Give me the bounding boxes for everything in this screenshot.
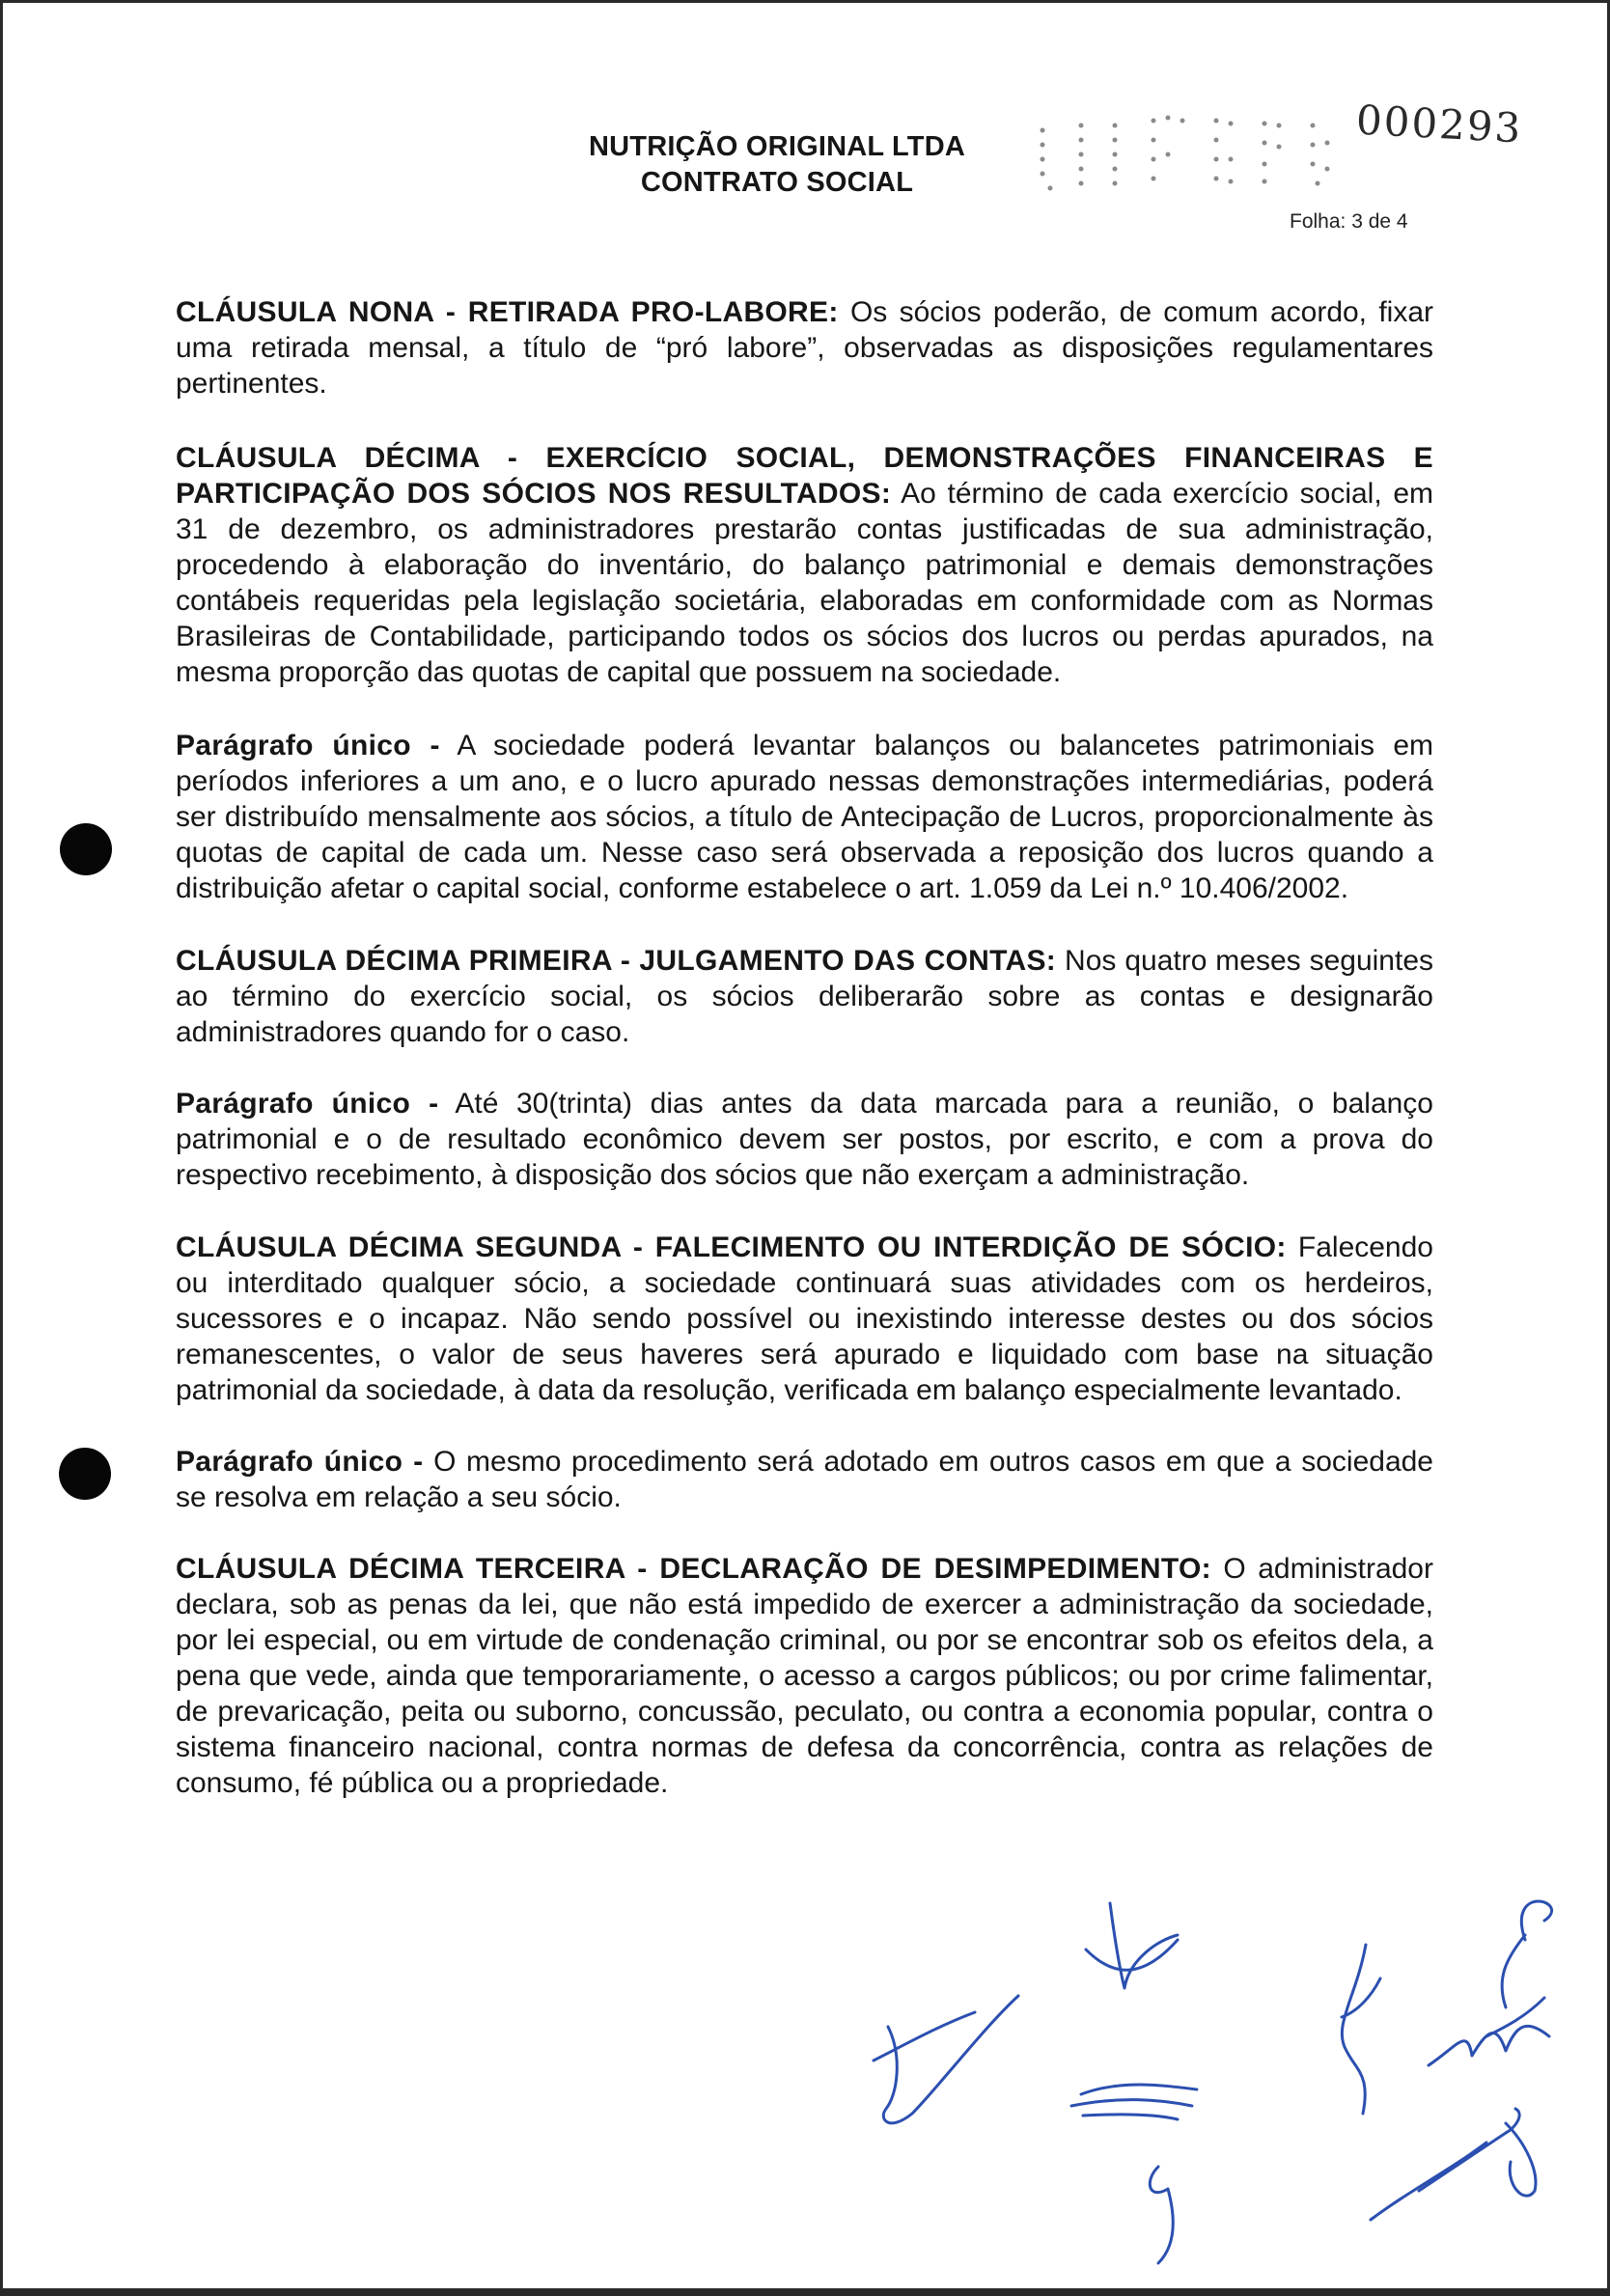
scan-border-bottom bbox=[0, 2288, 1610, 2296]
clause-text: Falecendo ou interditado qualquer sócio, a sociedade continuará suas atividades com os herdeiros, sucessores e o incapaz. Não sendo possível ou inexistindo interesse destes ou dos sócios remanescentes, o valor de seus haveres será apurado e liquidado com base na situação patrimonial da sociedade, à data da resolução, verificada em balanço especialmente levantado. bbox=[176, 1231, 1433, 1406]
paragraph-text: O mesmo procedimento será adotado em outros casos em que a sociedade se resolva em relação a seu sócio. bbox=[176, 1446, 1433, 1513]
clause-ninth bbox=[176, 294, 1433, 401]
clause-heading: CLÁUSULA NONA - RETIRADA PRO-LABORE: bbox=[176, 296, 839, 328]
paragraph-tenth-sole bbox=[176, 728, 1433, 906]
clause-text: Os sócios poderão, de comum acordo, fixar uma retirada mensal, a título de “pró labore”, observadas as disposições regulamentares pertinentes. bbox=[176, 296, 1433, 400]
punch-hole-top bbox=[60, 823, 112, 875]
handwritten-signatures bbox=[830, 1882, 1564, 2268]
scan-border-left bbox=[0, 0, 3, 2296]
registry-stamp-number: 000293 bbox=[1354, 96, 1524, 152]
company-name: NUTRIÇÃO ORIGINAL LTDA bbox=[589, 131, 965, 162]
clause-heading: CLÁUSULA DÉCIMA - EXERCÍCIO SOCIAL, DEMONSTRAÇÕES FINANCEIRAS E PARTICIPAÇÃO DOS SÓCIOS NOS RESULTADOS: bbox=[176, 442, 1433, 510]
clause-text: O administrador declara, sob as penas da lei, que não está impedido de exercer a administração da sociedade, por lei especial, ou em virtude de condenação criminal, ou por se encontrar sob os efeitos dela, a pena que vede, ainda que temporariamente, o acesso a cargos públicos; ou por crime falimentar, de prevaricação, peita ou suborno, concussão, peculato, ou contra a economia popular, contra o sistema financeiro nacional, contra normas de defesa da concorrência, contra as relações de consumo, fé pública ou a propriedade. bbox=[176, 1553, 1433, 1799]
paragraph-heading: Parágrafo único - bbox=[176, 1446, 424, 1478]
clause-tenth bbox=[176, 440, 1433, 690]
clause-twelfth bbox=[176, 1230, 1433, 1408]
scan-border-top bbox=[0, 0, 1610, 3]
clause-heading: CLÁUSULA DÉCIMA SEGUNDA - FALECIMENTO OU INTERDIÇÃO DE SÓCIO: bbox=[176, 1231, 1287, 1263]
perforated-registry-stamp bbox=[1023, 97, 1356, 207]
document-header bbox=[541, 129, 1013, 201]
clause-text: Ao término de cada exercício social, em 31 de dezembro, os administradores prestarão contas justificadas de sua administração, procedendo à elaboração do inventário, do balanço patrimonial e demais demonstrações contábeis requeridas pela legislação societária, elaboradas em conformidade com as Normas Brasileiras de Contabilidade, participando todos os sócios dos lucros ou perdas apurados, na mesma proporção das quotas de capital que possuem na sociedade. bbox=[176, 478, 1433, 688]
punch-hole-bottom bbox=[59, 1448, 111, 1500]
paragraph-twelfth-sole bbox=[176, 1444, 1433, 1515]
page-folio: Folha: 3 de 4 bbox=[1290, 210, 1408, 233]
clause-heading: CLÁUSULA DÉCIMA PRIMEIRA - JULGAMENTO DAS CONTAS: bbox=[176, 945, 1057, 977]
clause-text: Nos quatro meses seguintes ao término do exercício social, os sócios deliberarão sobre as contas e designarão administradores quando for o caso. bbox=[176, 945, 1434, 1048]
document-title: CONTRATO SOCIAL bbox=[640, 167, 914, 198]
paragraph-text: Até 30(trinta) dias antes da data marcada para a reunião, o balanço patrimonial e o de resultado econômico devem ser postos, por escrito, e com a prova do respectivo recebimento, à disposição dos sócios que não exerçam a administração. bbox=[176, 1088, 1433, 1191]
clause-eleventh bbox=[176, 943, 1433, 1050]
paragraph-heading: Parágrafo único - bbox=[176, 730, 440, 761]
paragraph-heading: Parágrafo único - bbox=[176, 1088, 439, 1120]
clause-thirteenth bbox=[176, 1551, 1433, 1801]
clause-heading: CLÁUSULA DÉCIMA TERCEIRA - DECLARAÇÃO DE DESIMPEDIMENTO: bbox=[176, 1553, 1211, 1585]
paragraph-text: A sociedade poderá levantar balanços ou balancetes patrimoniais em períodos inferiores a um ano, e o lucro apurado nessas demonstrações intermediárias, poderá ser distribuído mensalmente aos sócios, a título de Antecipação de Lucros, proporcionalmente às quotas de capital de cada um. Nesse caso será observada a reposição dos lucros quando a distribuição afetar o capital social, conforme estabelece o art. 1.059 da Lei n.º 10.406/2002. bbox=[176, 730, 1434, 904]
contract-body bbox=[176, 294, 1433, 1837]
paragraph-eleventh-sole bbox=[176, 1086, 1433, 1193]
